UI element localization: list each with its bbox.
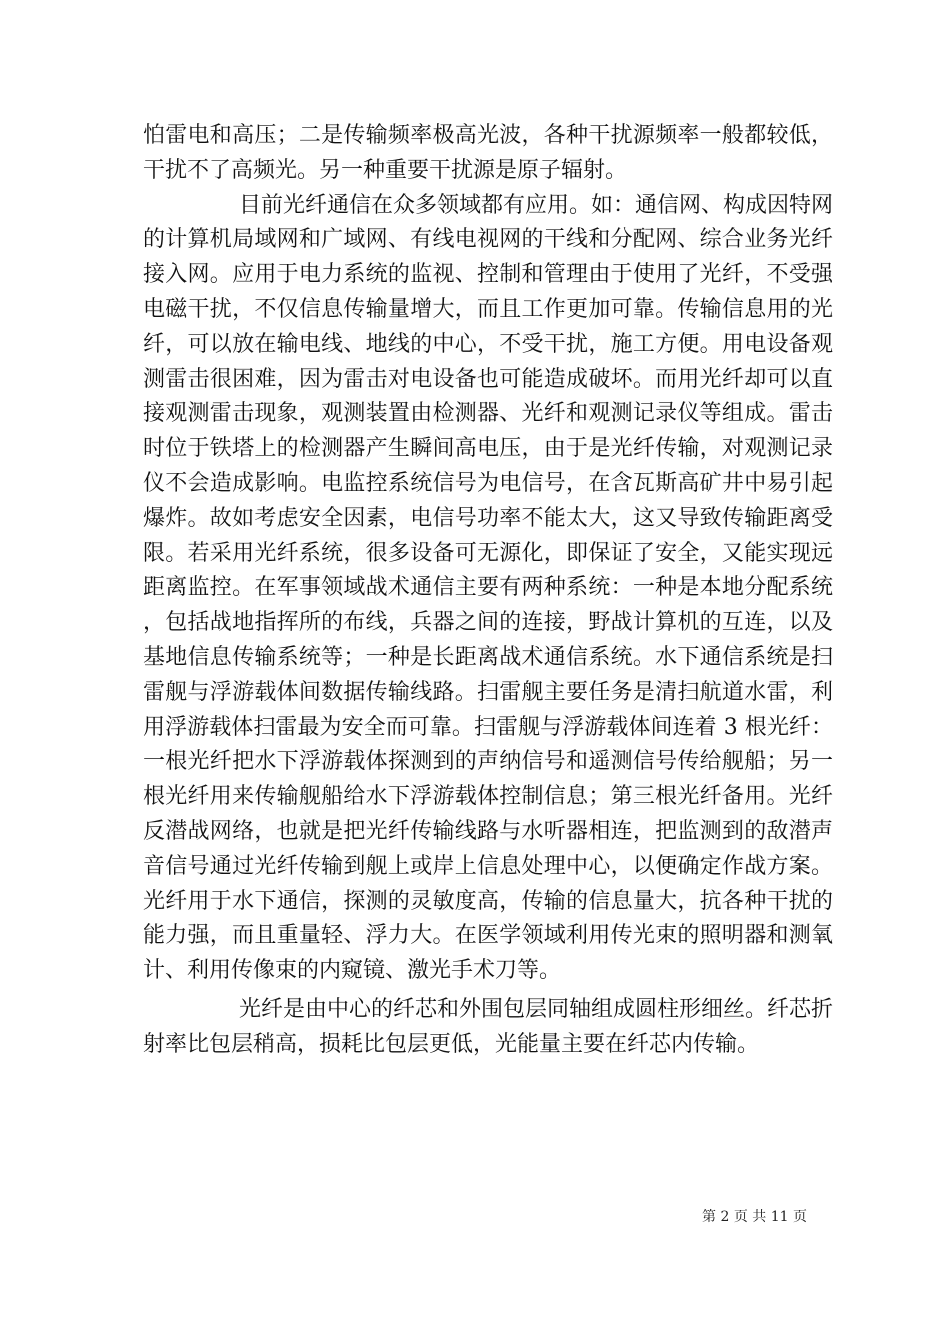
document-body [143,119,833,1063]
page-number-footer: 第 2 页 共 11 页 [702,1209,807,1225]
paragraph-fiber-structure: 光纤是由中心的纤芯和外围包层同轴组成圆柱形细丝。纤芯折射率比包层稍高，损耗比包层更低，光能量主要在纤芯内传输。 [143,996,834,1057]
paragraph-applications: 目前光纤通信在众多领域都有应用。如：通信网、构成因特网的计算机局域网和广域网、有线电视网的干线和分配网、综合业务光纤接入网。应用于电力系统的监视、控制和管理由于使用了光纤，不受强电磁干扰，不仅信息传输量增大，而且工作更加可靠。传输信息用的光纤，可以放在输电线、地线的中心，不受干扰，施工方便。用电设备观测雷击很困难，因为雷击对电设备也可能造成破坏。而用光纤却可以直接观测雷击现象，观测装置由检测器、光纤和观测记录仪等组成。雷击时位于铁塔上的检测器产生瞬间高电压，由于是光纤传输，对观测记录仪不会造成影响。电监控系统信号为电信号，在含瓦斯高矿井中易引起爆炸。故如考虑安全因素，电信号功率不能太大，这又导致传输距离受限。若采用光纤系统，很多设备可无源化，即保证了安全，又能实现远距离监控。在军事领域战术通信主要有两种系统：一种是本地分配系统，包括战地指挥所的布线，兵器之间的连接，野战计算机的互连，以及基地信息传输系统等；一种是长距离战术通信系统。水下通信系统是扫雷舰与浮游载体间数据传输线路。扫雷舰主要任务是清扫航道水雷，利用浮游载体扫雷最为安全而可靠。扫雷舰与浮游载体间连着 3 根光纤：一根光纤把水下浮游载体探测到的声纳信号和遥测信号传给舰船；另一根光纤用来传输舰船给水下浮游载体控制信息；第三根光纤备用。光纤反潜战网络，也就是把光纤传输线路与水听器相连，把监测到的敌潜声音信号通过光纤传输到舰上或岸上信息处理中心，以便确定作战方案。光纤用于水下通信，探测的灵敏度高，传输的信息量大，抗各种干扰的能力强，而且重量轻、浮力大。在医学领域利用传光束的照明器和测氧计、利用传像束的内窥镜、激光手术刀等。 [143,192,834,984]
paragraph-continued: 怕雷电和高压；二是传输频率极高光波，各种干扰源频率一般都较低，干扰不了高频光。另一种重要干扰源是原子辐射。 [143,123,833,183]
